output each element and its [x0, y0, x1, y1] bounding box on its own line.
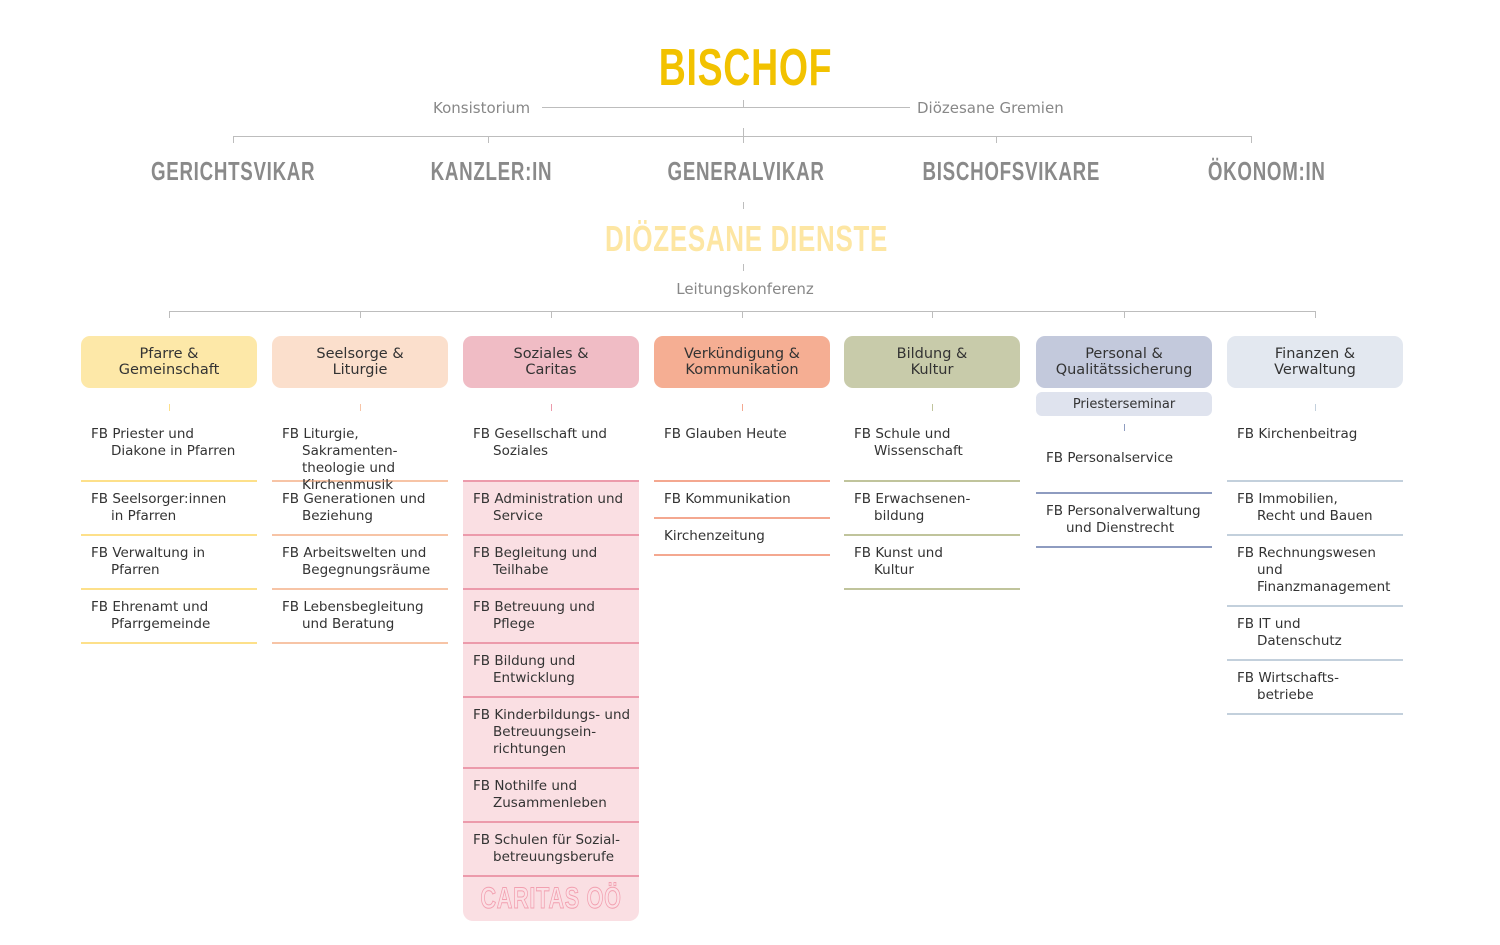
- level2-title: GENERALVIKAR: [667, 156, 825, 186]
- department-unit[interactable]: FB Arbeitswelten und Begegnungsräume: [272, 536, 448, 590]
- connector: [996, 136, 997, 143]
- connector: [742, 404, 743, 411]
- department-unit[interactable]: FB Generationen und Beziehung: [272, 482, 448, 536]
- department-unit[interactable]: FB Kinderbildungs- und Betreuungsein- richtungen: [463, 698, 639, 769]
- department-header[interactable]: Personal & Qualitätssicherung: [1036, 336, 1212, 388]
- department-column: [272, 336, 448, 644]
- connector: [1251, 136, 1252, 143]
- connector: [488, 136, 489, 143]
- department-unit[interactable]: FB Glauben Heute: [654, 416, 830, 482]
- department-unit[interactable]: FB Kunst und Kultur: [844, 536, 1020, 590]
- level2-title: GERICHTSVIKAR: [150, 156, 316, 186]
- department-unit[interactable]: FB Bildung und Entwicklung: [463, 644, 639, 698]
- connector: [360, 404, 361, 411]
- department-header[interactable]: Verkündigung & Kommunikation: [654, 336, 830, 388]
- department-unit[interactable]: FB Schulen für Sozial- betreuungsberufe: [463, 823, 639, 877]
- connector: [742, 311, 743, 318]
- bishop-title: BISCHOF: [658, 39, 832, 97]
- department-header[interactable]: Bildung & Kultur: [844, 336, 1020, 388]
- connector: [1124, 424, 1125, 431]
- connector: [743, 128, 744, 136]
- department-header[interactable]: Pfarre & Gemeinschaft: [81, 336, 257, 388]
- diocesan-services-title: DIÖZESANE DIENSTE: [605, 218, 889, 259]
- connector: [169, 311, 170, 318]
- connector: [551, 404, 552, 411]
- department-unit[interactable]: FB Lebensbegleitung und Beratung: [272, 590, 448, 644]
- department-unit[interactable]: FB Erwachsenen- bildung: [844, 482, 1020, 536]
- diocesan-bodies-label: Diözesane Gremien: [917, 99, 1064, 117]
- department-unit[interactable]: FB Wirtschafts- betriebe: [1227, 661, 1403, 715]
- department-unit[interactable]: FB Kommunikation: [654, 482, 830, 519]
- department-unit[interactable]: FB Verwaltung in Pfarren: [81, 536, 257, 590]
- connector: [1315, 404, 1316, 411]
- department-unit[interactable]: FB Priester und Diakone in Pfarren: [81, 416, 257, 482]
- connector: [1315, 311, 1316, 318]
- department-unit[interactable]: FB Ehrenamt und Pfarrgemeinde: [81, 590, 257, 644]
- department-column: [1036, 336, 1212, 548]
- department-unit[interactable]: FB Personalservice: [1036, 436, 1212, 494]
- department-unit[interactable]: FB Begleitung und Teilhabe: [463, 536, 639, 590]
- connector: [169, 404, 170, 411]
- connector: [932, 311, 933, 318]
- department-unit[interactable]: FB Personalverwaltung und Dienstrecht: [1036, 494, 1212, 548]
- department-column: [844, 336, 1020, 590]
- connector: [360, 311, 361, 318]
- connector: [743, 264, 744, 271]
- leadership-conference-label: Leitungskonferenz: [676, 280, 814, 298]
- department-column: [81, 336, 257, 644]
- department-unit[interactable]: FB Liturgie, Sakramenten- theologie und Kirchenmusik: [272, 416, 448, 482]
- priest-seminary-box[interactable]: Priesterseminar: [1036, 392, 1212, 416]
- department-unit[interactable]: FB Gesellschaft und Soziales: [463, 416, 639, 482]
- department-unit[interactable]: FB Kirchenbeitrag: [1227, 416, 1403, 482]
- level2-title: KANZLER:IN: [430, 156, 552, 186]
- level2-connector: [233, 136, 1251, 137]
- department-unit[interactable]: FB Administration und Service: [463, 482, 639, 536]
- connector: [551, 311, 552, 318]
- department-column: [1227, 336, 1403, 715]
- connector: [542, 107, 910, 108]
- department-unit[interactable]: FB Rechnungswesen und Finanzmanagement: [1227, 536, 1403, 607]
- consistory-label: Konsistorium: [433, 99, 531, 117]
- connector: [233, 136, 234, 143]
- department-unit[interactable]: FB Nothilfe und Zusammenleben: [463, 769, 639, 823]
- department-header[interactable]: Seelsorge & Liturgie: [272, 336, 448, 388]
- caritas-logo[interactable]: CARITAS OÖ: [463, 877, 639, 921]
- department-unit[interactable]: FB Betreuung und Pflege: [463, 590, 639, 644]
- department-unit[interactable]: FB Immobilien, Recht und Bauen: [1227, 482, 1403, 536]
- department-unit[interactable]: FB Schule und Wissenschaft: [844, 416, 1020, 482]
- department-unit[interactable]: FB Seelsorger:innen in Pfarren: [81, 482, 257, 536]
- connector: [932, 404, 933, 411]
- department-header[interactable]: Finanzen & Verwaltung: [1227, 336, 1403, 388]
- connector: [743, 136, 744, 143]
- department-unit[interactable]: Kirchenzeitung: [654, 519, 830, 556]
- level2-title: BISCHOFSVIKARE: [922, 156, 1101, 186]
- department-header[interactable]: Soziales & Caritas: [463, 336, 639, 388]
- connector: [743, 202, 744, 209]
- connector: [1124, 311, 1125, 318]
- department-column: [654, 336, 830, 556]
- department-column: [463, 336, 639, 921]
- department-unit[interactable]: FB IT und Datenschutz: [1227, 607, 1403, 661]
- level2-title: ÖKONOM:IN: [1208, 156, 1326, 186]
